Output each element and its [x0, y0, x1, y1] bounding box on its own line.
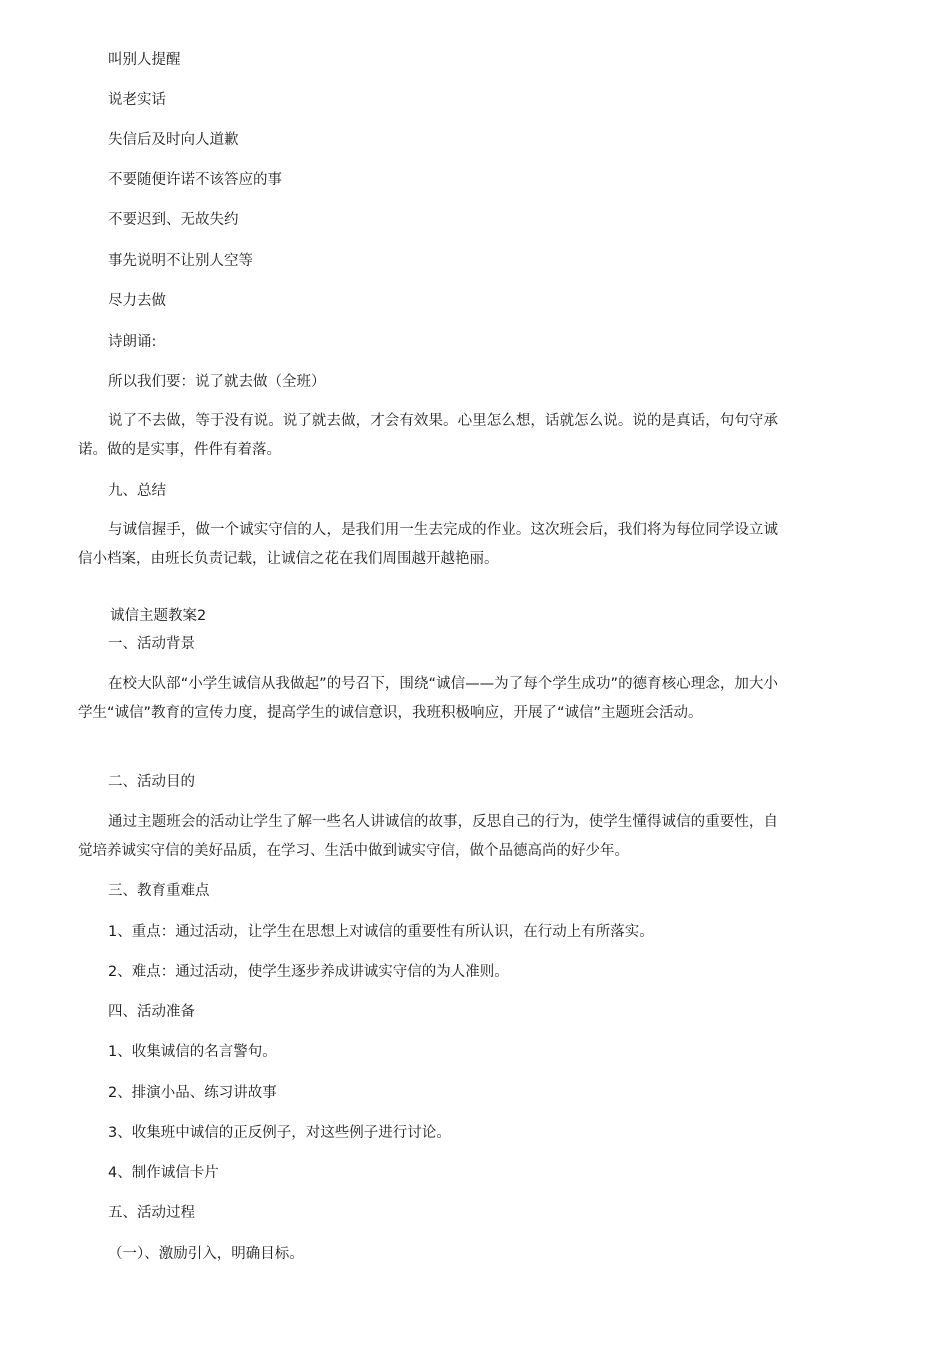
key-point: 1、重点：通过活动，让学生在思想上对诚信的重要性有所认识，在行动上有所落实。 — [108, 924, 654, 940]
section-heading: 四、活动准备 — [108, 1004, 195, 1020]
background-paragraph: 在校大队部“小学生诚信从我做起”的号召下，围绕“诚信——为了每个学生成功”的德育核心理念，加大小学生“诚信”教育的宣传力度，提高学生的诚信意识，我班积极响应，开展了“诚信”主题班会活动。 — [78, 676, 778, 721]
poem-label: 诗朗诵: — [108, 334, 157, 350]
list-item: 4、制作诚信卡片 — [108, 1165, 219, 1181]
section-heading: 二、活动目的 — [108, 774, 195, 790]
list-item: 事先说明不让别人空等 — [108, 253, 253, 269]
purpose-paragraph: 通过主题班会的活动让学生了解一些名人讲诚信的故事，反思自己的行为，使学生懂得诚信的重要性，自觉培养诚实守信的美好品质，在学习、生活中做到诚实守信，做个品德高尚的好少年。 — [78, 814, 778, 859]
section-heading: 三、教育重难点 — [108, 883, 210, 899]
process-step: （一）、激励引入，明确目标。 — [108, 1246, 304, 1262]
section-title: 诚信主题教案2 — [110, 608, 207, 624]
list-item: 所以我们要：说了就去做（全班） — [108, 374, 326, 390]
list-item: 不要随便许诺不该答应的事 — [108, 172, 282, 188]
section-heading: 一、活动背景 — [108, 636, 195, 652]
list-item: 2、排演小品、练习讲故事 — [108, 1085, 277, 1101]
list-item: 1、收集诚信的名言警句。 — [108, 1044, 277, 1060]
list-item: 说老实话 — [108, 92, 166, 108]
difficult-point: 2、难点：通过活动，使学生逐步养成讲诚实守信的为人准则。 — [108, 964, 509, 980]
summary-paragraph: 与诚信握手，做一个诚实守信的人，是我们用一生去完成的作业。这次班会后，我们将为每位同学设立诚信小档案，由班长负责记载，让诚信之花在我们周围越开越艳丽。 — [78, 522, 778, 567]
section-heading: 九、总结 — [108, 483, 166, 499]
list-item: 不要迟到、无故失约 — [108, 212, 239, 228]
poem-text: 说了不去做，等于没有说。说了就去做，才会有效果。心里怎么想，话就怎么说。说的是真话，句句守承诺。做的是实事，件件有着落。 — [78, 413, 778, 458]
list-item: 3、收集班中诚信的正反例子，对这些例子进行讨论。 — [108, 1125, 451, 1141]
list-item: 尽力去做 — [108, 293, 166, 309]
list-item: 失信后及时向人道歉 — [108, 132, 239, 148]
section-heading: 五、活动过程 — [108, 1205, 195, 1221]
list-item: 叫别人提醒 — [108, 52, 181, 68]
